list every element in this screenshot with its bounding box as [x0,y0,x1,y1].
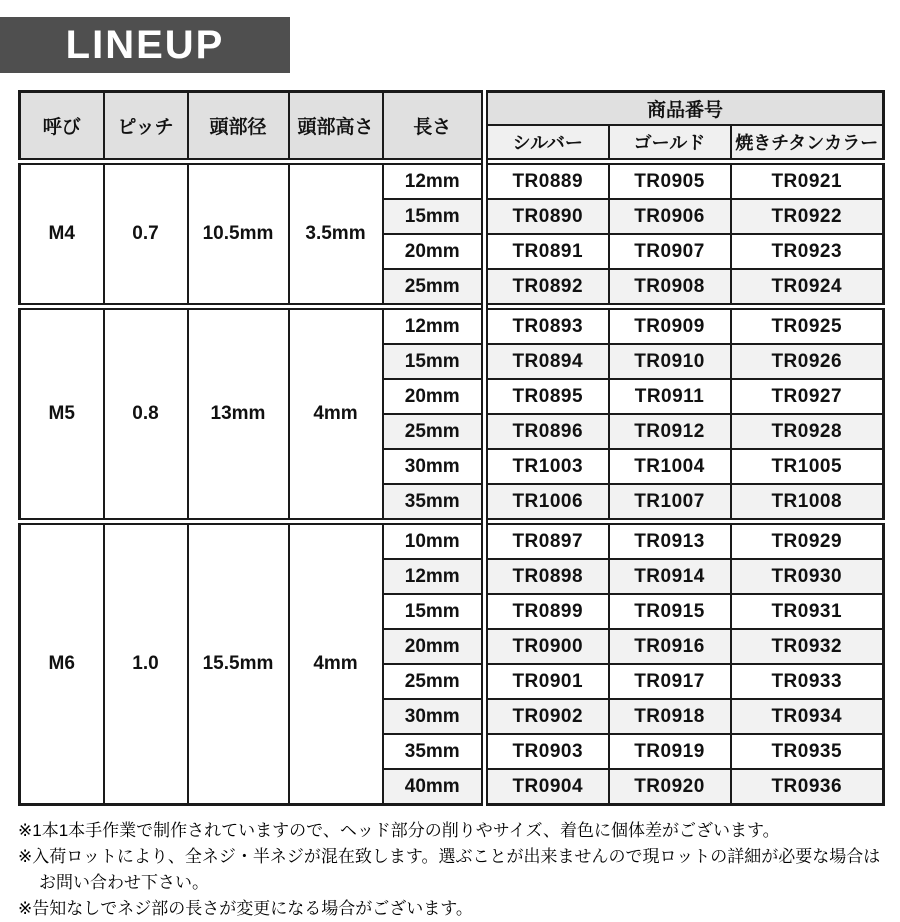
product-code-cell-gold: TR0907 [609,234,731,269]
finish-header-silver: シルバー [485,125,609,162]
head-height-cell: 4mm [289,522,383,805]
pitch-cell: 1.0 [104,522,188,805]
length-cell: 15mm [383,594,485,629]
section-m5 [20,307,884,522]
product-code-cell-burnt-titanium: TR0934 [731,699,884,734]
length-cell: 25mm [383,664,485,699]
product-code-cell-gold: TR0914 [609,559,731,594]
table-header [20,92,884,162]
product-code-cell-gold: TR0909 [609,307,731,345]
section-name-cell: M4 [20,162,104,307]
product-code-cell-gold: TR0916 [609,629,731,664]
col-header-head-height: 頭部高さ [289,92,383,162]
length-cell: 12mm [383,162,485,200]
product-code-cell-silver: TR0890 [485,199,609,234]
product-code-cell-burnt-titanium: TR1005 [731,449,884,484]
product-code-cell-silver: TR0892 [485,269,609,307]
product-code-cell-burnt-titanium: TR0923 [731,234,884,269]
product-code-cell-silver: TR0902 [485,699,609,734]
table-row [20,162,884,200]
col-header-product-number: 商品番号 [485,92,884,126]
product-code-cell-gold: TR0918 [609,699,731,734]
section-name-cell: M5 [20,307,104,522]
length-cell: 35mm [383,734,485,769]
product-code-cell-burnt-titanium: TR0925 [731,307,884,345]
product-code-cell-silver: TR0897 [485,522,609,560]
product-code-cell-burnt-titanium: TR0924 [731,269,884,307]
col-header-name: 呼び [20,92,104,162]
section-m4 [20,162,884,307]
product-code-cell-silver: TR1006 [485,484,609,522]
product-code-cell-silver: TR0893 [485,307,609,345]
product-code-cell-silver: TR0889 [485,162,609,200]
product-code-cell-silver: TR0900 [485,629,609,664]
length-cell: 30mm [383,449,485,484]
length-cell: 35mm [383,484,485,522]
product-code-cell-silver: TR0898 [485,559,609,594]
length-cell: 15mm [383,199,485,234]
product-code-cell-burnt-titanium: TR0935 [731,734,884,769]
length-cell: 20mm [383,379,485,414]
note-line: ※入荷ロットにより、全ネジ・半ネジが混在致します。選ぶことが出来ませんので現ロットの詳細が必要な場合は [18,847,881,866]
product-code-cell-gold: TR0915 [609,594,731,629]
product-code-cell-gold: TR0919 [609,734,731,769]
length-cell: 15mm [383,344,485,379]
table-row [20,307,884,345]
product-code-cell-burnt-titanium: TR0929 [731,522,884,560]
product-spec-table [18,90,885,806]
note [18,818,900,844]
head-height-cell: 3.5mm [289,162,383,307]
lineup-banner [0,17,290,73]
product-code-cell-gold: TR0912 [609,414,731,449]
product-code-cell-burnt-titanium: TR0932 [731,629,884,664]
section-m6 [20,522,884,805]
length-cell: 25mm [383,269,485,307]
product-code-cell-burnt-titanium: TR0936 [731,769,884,805]
table-row [20,522,884,560]
product-code-cell-silver: TR0891 [485,234,609,269]
length-cell: 25mm [383,414,485,449]
product-code-cell-silver: TR0903 [485,734,609,769]
length-cell: 12mm [383,307,485,345]
product-code-cell-burnt-titanium: TR0928 [731,414,884,449]
product-code-cell-gold: TR0910 [609,344,731,379]
product-code-cell-silver: TR0895 [485,379,609,414]
pitch-cell: 0.8 [104,307,188,522]
length-cell: 30mm [383,699,485,734]
product-code-cell-silver: TR0901 [485,664,609,699]
product-code-cell-gold: TR0913 [609,522,731,560]
lineup-banner-label: LINEUP [65,22,225,67]
product-code-cell-gold: TR0920 [609,769,731,805]
note-line: ※1本1本手作業で制作されていますので、ヘッド部分の削りやサイズ、着色に個体差がございます。 [18,821,780,840]
product-code-cell-silver: TR0894 [485,344,609,379]
section-name-cell: M6 [20,522,104,805]
finish-header-gold: ゴールド [609,125,731,162]
product-code-cell-gold: TR0911 [609,379,731,414]
note [18,844,900,896]
note-line: お問い合わせ下さい。 [39,873,209,892]
note-line: ※告知なしでネジ部の長さが変更になる場合がございます。 [18,899,473,918]
col-header-head-diameter: 頭部径 [188,92,289,162]
product-code-cell-gold: TR0905 [609,162,731,200]
pitch-cell: 0.7 [104,162,188,307]
product-code-cell-gold: TR1004 [609,449,731,484]
product-code-cell-silver: TR0904 [485,769,609,805]
product-code-cell-silver: TR1003 [485,449,609,484]
product-code-cell-burnt-titanium: TR0922 [731,199,884,234]
length-cell: 40mm [383,769,485,805]
product-code-cell-burnt-titanium: TR1008 [731,484,884,522]
col-header-length: 長さ [383,92,485,162]
product-code-cell-burnt-titanium: TR0931 [731,594,884,629]
notes [18,818,900,922]
product-code-cell-gold: TR1007 [609,484,731,522]
finish-header-burnt-titanium: 焼きチタンカラー [731,125,884,162]
head-diameter-cell: 13mm [188,307,289,522]
product-code-cell-silver: TR0896 [485,414,609,449]
col-header-pitch: ピッチ [104,92,188,162]
product-code-cell-gold: TR0908 [609,269,731,307]
product-code-cell-silver: TR0899 [485,594,609,629]
length-cell: 20mm [383,234,485,269]
length-cell: 20mm [383,629,485,664]
product-code-cell-gold: TR0906 [609,199,731,234]
head-diameter-cell: 10.5mm [188,162,289,307]
product-code-cell-gold: TR0917 [609,664,731,699]
head-height-cell: 4mm [289,307,383,522]
head-diameter-cell: 15.5mm [188,522,289,805]
product-code-cell-burnt-titanium: TR0927 [731,379,884,414]
product-code-cell-burnt-titanium: TR0933 [731,664,884,699]
product-code-cell-burnt-titanium: TR0930 [731,559,884,594]
product-code-cell-burnt-titanium: TR0921 [731,162,884,200]
length-cell: 12mm [383,559,485,594]
product-code-cell-burnt-titanium: TR0926 [731,344,884,379]
length-cell: 10mm [383,522,485,560]
